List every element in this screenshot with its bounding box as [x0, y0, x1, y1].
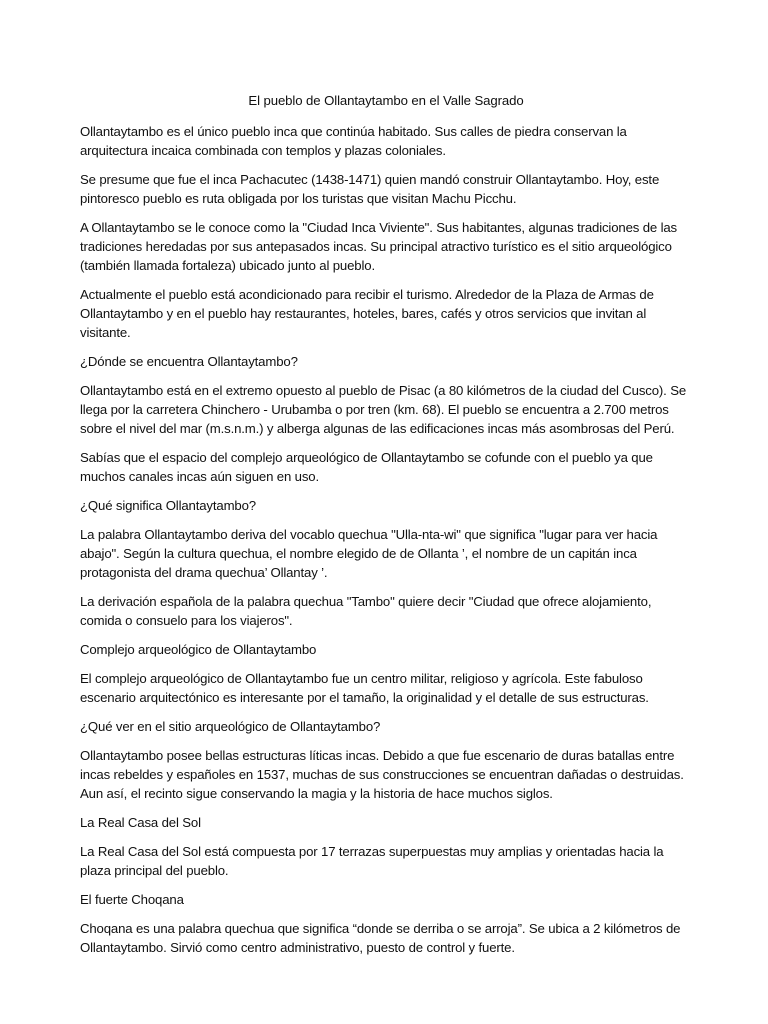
section-heading-complejo: Complejo arqueológico de Ollantaytambo: [80, 642, 317, 657]
paragraph-ubicacion: Ollantaytambo está en el extremo opuesto al pueblo de Pisac (a 80 kilómetros de la ciudad del Cusco). Se llega por la carretera Chinchero - Urubamba o por tren (km. 68). El pueblo se encuentra a 2.700 metros sobre el nivel del mar (m.s.n.m.) y alberga algunas de las edificaciones incas más asombrosas del Perú.: [80, 383, 687, 436]
section-heading-significado: ¿Qué significa Ollantaytambo?: [80, 498, 256, 513]
section-heading-ubicacion: ¿Dónde se encuentra Ollantaytambo?: [80, 354, 298, 369]
paragraph-pachacutec: Se presume que fue el inca Pachacutec (1438-1471) quien mandó construir Ollantaytambo. Hoy, este pintoresco pueblo es ruta obligada por los turistas que visitan Machu Picchu.: [80, 172, 660, 206]
section-heading-real-casa-del-sol: La Real Casa del Sol: [80, 815, 201, 830]
paragraph-canales: Sabías que el espacio del complejo arqueológico de Ollantaytambo se cofunde con el pueblo ya que muchos canales incas aún siguen en uso.: [80, 450, 653, 484]
paragraph-tambo: La derivación española de la palabra quechua "Tambo" quiere decir "Ciudad que ofrece alojamiento, comida o consuelo para los viajeros".: [80, 594, 652, 628]
section-heading-fuerte-choqana: El fuerte Choqana: [80, 892, 184, 907]
paragraph-ciudad-inca-viviente: A Ollantaytambo se le conoce como la "Ciudad Inca Viviente". Sus habitantes, algunas tradiciones de las tradiciones heredadas por sus antepasados incas. Su principal atractivo turístico es el sitio arqueológico (también llamada fortaleza) ubicado junto al pueblo.: [80, 220, 677, 273]
document-title: El pueblo de Ollantaytambo en el Valle Sagrado: [248, 93, 524, 108]
paragraph-intro: Ollantaytambo es el único pueblo inca que continúa habitado. Sus calles de piedra conservan la arquitectura incaica combinada con templos y plazas coloniales.: [80, 124, 627, 158]
section-heading-que-ver: ¿Qué ver en el sitio arqueológico de Ollantaytambo?: [80, 719, 381, 734]
paragraph-significado: La palabra Ollantaytambo deriva del vocablo quechua "Ulla-nta-wi" que significa "lugar para ver hacia abajo". Según la cultura quechua, el nombre elegido de de Ollanta ’, el nombre de un capitán inca protagonista del drama quechua’ Ollantay ’.: [80, 527, 658, 580]
paragraph-real-casa-del-sol: La Real Casa del Sol está compuesta por 17 terrazas superpuestas muy amplias y orientadas hacia la plaza principal del pueblo.: [80, 844, 664, 878]
paragraph-que-ver: Ollantaytambo posee bellas estructuras líticas incas. Debido a que fue escenario de duras batallas entre incas rebeldes y españoles en 1537, muchas de sus construcciones se encuentran dañadas o destruidas. Aun así, el recinto sigue conservando la magia y la historia de hace muchos siglos.: [80, 748, 684, 801]
paragraph-complejo: El complejo arqueológico de Ollantaytambo fue un centro militar, religioso y agrícola. Este fabuloso escenario arquitectónico es interesante por el tamaño, la originalidad y el detalle de sus estructuras.: [80, 671, 649, 705]
paragraph-fuerte-choqana: Choqana es una palabra quechua que significa “donde se derriba o se arroja”. Se ubica a 2 kilómetros de Ollantaytambo. Sirvió como centro administrativo, puesto de control y fuerte.: [80, 921, 681, 955]
paragraph-turismo: Actualmente el pueblo está acondicionado para recibir el turismo. Alrededor de la Plaza de Armas de Ollantaytambo y en el pueblo hay restaurantes, hoteles, bares, cafés y otros servicios que invitan al visitante.: [80, 287, 654, 340]
